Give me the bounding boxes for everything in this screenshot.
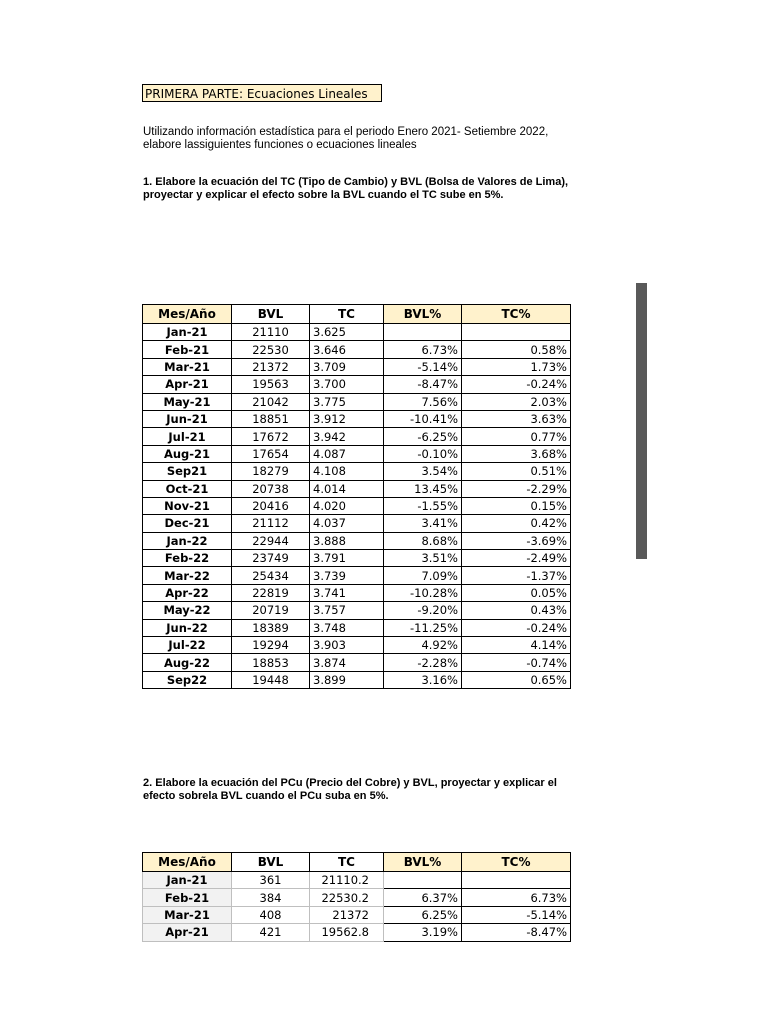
cell-tc: 21110.2: [310, 872, 384, 889]
cell-bvl-pct: 8.68%: [384, 532, 462, 549]
cell-tc-pct: 0.42%: [462, 515, 571, 532]
cell-month: Aug-21: [143, 445, 232, 462]
cell-bvl: 19294: [232, 637, 310, 654]
cell-tc: 3.775: [310, 393, 384, 410]
cell-bvl: 18853: [232, 654, 310, 671]
cell-tc: 4.108: [310, 463, 384, 480]
table-row: [143, 393, 571, 410]
cell-tc-pct: -8.47%: [462, 924, 571, 941]
cell-bvl-pct: -6.25%: [384, 428, 462, 445]
cell-bvl-pct: [384, 324, 462, 341]
cell-tc-pct: -0.24%: [462, 376, 571, 393]
cell-bvl-pct: -2.28%: [384, 654, 462, 671]
cell-tc-pct: -0.74%: [462, 654, 571, 671]
table-row: [143, 924, 571, 941]
table-row: [143, 654, 571, 671]
cell-month: Feb-21: [143, 341, 232, 358]
cell-tc: 3.903: [310, 637, 384, 654]
cell-bvl-pct: -1.55%: [384, 497, 462, 514]
table-row: [143, 515, 571, 532]
header-tc-pct: TC%: [462, 305, 571, 324]
cell-month: Dec-21: [143, 515, 232, 532]
cell-bvl: 21112: [232, 515, 310, 532]
cell-tc: 3.748: [310, 619, 384, 636]
cell-tc: 4.037: [310, 515, 384, 532]
cell-tc-pct: 0.05%: [462, 584, 571, 601]
cell-tc: 3.942: [310, 428, 384, 445]
cell-bvl: 421: [232, 924, 310, 941]
cell-tc-pct: -3.69%: [462, 532, 571, 549]
table-row: [143, 445, 571, 462]
cell-bvl: 22530: [232, 341, 310, 358]
question-1: 1. Elabore la ecuación del TC (Tipo de Cambio) y BVL (Bolsa de Valores de Lima), proyectar y explicar el efecto sobre la BVL cuando el TC sube en 5%.: [143, 176, 569, 201]
question-2: 2. Elabore la ecuación del PCu (Precio del Cobre) y BVL, proyectar y explicar el efecto sobrela BVL cuando el PCu suba en 5%.: [143, 777, 557, 802]
cell-bvl: 20416: [232, 497, 310, 514]
cell-bvl-pct: -9.20%: [384, 602, 462, 619]
table-row: [143, 567, 571, 584]
cell-bvl: 22819: [232, 584, 310, 601]
cell-tc-pct: -2.49%: [462, 550, 571, 567]
cell-month: Sep22: [143, 671, 232, 688]
cell-month: May-22: [143, 602, 232, 619]
cell-tc: 3.625: [310, 324, 384, 341]
cell-tc-pct: 2.03%: [462, 393, 571, 410]
cell-tc: 3.888: [310, 532, 384, 549]
table-row: [143, 463, 571, 480]
cell-bvl: 17654: [232, 445, 310, 462]
table-header-row: [143, 305, 571, 324]
table-row: [143, 376, 571, 393]
cell-bvl-pct: 6.37%: [384, 889, 462, 906]
cell-month: Aug-22: [143, 654, 232, 671]
cell-tc-pct: 0.58%: [462, 341, 571, 358]
cell-bvl-pct: 3.16%: [384, 671, 462, 688]
cell-bvl: 20738: [232, 480, 310, 497]
cell-month: Jan-21: [143, 324, 232, 341]
scrollbar[interactable]: [636, 283, 647, 559]
cell-bvl: 18851: [232, 410, 310, 427]
cell-bvl: 21372: [232, 358, 310, 375]
cell-bvl-pct: 7.09%: [384, 567, 462, 584]
table-row: [143, 428, 571, 445]
cell-bvl: 25434: [232, 567, 310, 584]
table-row: [143, 480, 571, 497]
cell-month: Jul-21: [143, 428, 232, 445]
cell-month: Feb-22: [143, 550, 232, 567]
table-row: [143, 872, 571, 889]
exchange-rate-table: [142, 304, 571, 689]
cell-tc-pct: -5.14%: [462, 906, 571, 923]
cell-bvl-pct: -11.25%: [384, 619, 462, 636]
cell-tc: 3.912: [310, 410, 384, 427]
cell-tc-pct: [462, 324, 571, 341]
header-tc: TC: [310, 853, 384, 872]
cell-month: Apr-21: [143, 924, 232, 941]
cell-tc-pct: 4.14%: [462, 637, 571, 654]
cell-tc: 3.709: [310, 358, 384, 375]
cell-month: Mar-22: [143, 567, 232, 584]
cell-tc-pct: 3.63%: [462, 410, 571, 427]
cell-tc: 21372: [310, 906, 384, 923]
cell-month: Jul-22: [143, 637, 232, 654]
cell-bvl-pct: 4.92%: [384, 637, 462, 654]
cell-tc: 3.741: [310, 584, 384, 601]
header-bvl: BVL: [232, 853, 310, 872]
cell-bvl: 18279: [232, 463, 310, 480]
cell-bvl: 361: [232, 872, 310, 889]
cell-month: Sep21: [143, 463, 232, 480]
cell-tc: 3.791: [310, 550, 384, 567]
table-row: [143, 889, 571, 906]
cell-bvl: 21042: [232, 393, 310, 410]
cell-bvl-pct: -0.10%: [384, 445, 462, 462]
table-row: [143, 341, 571, 358]
cell-tc-pct: -1.37%: [462, 567, 571, 584]
cell-tc-pct: 0.43%: [462, 602, 571, 619]
cell-bvl-pct: 6.73%: [384, 341, 462, 358]
cell-bvl: 21110: [232, 324, 310, 341]
cell-month: Nov-21: [143, 497, 232, 514]
table-row: [143, 671, 571, 688]
cell-bvl: 19448: [232, 671, 310, 688]
cell-tc-pct: 0.15%: [462, 497, 571, 514]
table-row: [143, 532, 571, 549]
header-month: Mes/Año: [143, 305, 232, 324]
cell-tc: 3.700: [310, 376, 384, 393]
table-header-row: [143, 853, 571, 872]
header-bvl-pct: BVL%: [384, 853, 462, 872]
cell-month: Mar-21: [143, 358, 232, 375]
cell-tc: 4.014: [310, 480, 384, 497]
cell-bvl: 20719: [232, 602, 310, 619]
table-row: [143, 637, 571, 654]
cell-month: Mar-21: [143, 906, 232, 923]
cell-tc-pct: -0.24%: [462, 619, 571, 636]
cell-bvl-pct: 3.54%: [384, 463, 462, 480]
table-row: [143, 324, 571, 341]
table-row: [143, 550, 571, 567]
cell-month: Jan-21: [143, 872, 232, 889]
cell-tc-pct: 0.65%: [462, 671, 571, 688]
header-bvl: BVL: [232, 305, 310, 324]
cell-bvl-pct: 7.56%: [384, 393, 462, 410]
copper-price-table: [142, 852, 571, 942]
header-tc-pct: TC%: [462, 853, 571, 872]
table-row: [143, 497, 571, 514]
cell-bvl-pct: -10.28%: [384, 584, 462, 601]
cell-tc: 4.020: [310, 497, 384, 514]
cell-month: Oct-21: [143, 480, 232, 497]
table-row: [143, 602, 571, 619]
intro-text: [143, 126, 583, 152]
cell-bvl: 384: [232, 889, 310, 906]
cell-month: Feb-21: [143, 889, 232, 906]
cell-tc: 3.739: [310, 567, 384, 584]
table-row: [143, 906, 571, 923]
cell-bvl-pct: 13.45%: [384, 480, 462, 497]
cell-bvl: 19563: [232, 376, 310, 393]
cell-tc: 3.646: [310, 341, 384, 358]
cell-tc: 3.757: [310, 602, 384, 619]
cell-bvl: 23749: [232, 550, 310, 567]
cell-tc: 19562.8: [310, 924, 384, 941]
cell-month: Apr-21: [143, 376, 232, 393]
cell-tc: 22530.2: [310, 889, 384, 906]
cell-bvl-pct: 6.25%: [384, 906, 462, 923]
header-month: Mes/Año: [143, 853, 232, 872]
cell-bvl: 18389: [232, 619, 310, 636]
cell-month: Jun-21: [143, 410, 232, 427]
cell-bvl: 17672: [232, 428, 310, 445]
cell-bvl-pct: -10.41%: [384, 410, 462, 427]
section-title: PRIMERA PARTE: Ecuaciones Lineales: [142, 84, 382, 102]
intro-line-1: Utilizando información estadística para el periodo Enero 2021- Setiembre 2022,: [143, 126, 549, 138]
cell-tc-pct: 6.73%: [462, 889, 571, 906]
cell-month: Apr-22: [143, 584, 232, 601]
cell-tc: 3.899: [310, 671, 384, 688]
table-row: [143, 584, 571, 601]
intro-line-2: elabore lassiguientes funciones o ecuaciones lineales: [143, 139, 417, 151]
table-row: [143, 358, 571, 375]
cell-tc-pct: 3.68%: [462, 445, 571, 462]
header-bvl-pct: BVL%: [384, 305, 462, 324]
cell-tc: 3.874: [310, 654, 384, 671]
table-row: [143, 410, 571, 427]
header-tc: TC: [310, 305, 384, 324]
cell-bvl-pct: [384, 872, 462, 889]
table-row: [143, 619, 571, 636]
cell-bvl-pct: -8.47%: [384, 376, 462, 393]
cell-month: Jan-22: [143, 532, 232, 549]
cell-bvl-pct: 3.51%: [384, 550, 462, 567]
cell-bvl-pct: 3.41%: [384, 515, 462, 532]
cell-bvl-pct: -5.14%: [384, 358, 462, 375]
cell-tc-pct: 1.73%: [462, 358, 571, 375]
cell-month: Jun-22: [143, 619, 232, 636]
cell-bvl-pct: 3.19%: [384, 924, 462, 941]
cell-bvl: 408: [232, 906, 310, 923]
cell-tc: 4.087: [310, 445, 384, 462]
cell-tc-pct: 0.77%: [462, 428, 571, 445]
cell-tc-pct: [462, 872, 571, 889]
cell-bvl: 22944: [232, 532, 310, 549]
cell-tc-pct: -2.29%: [462, 480, 571, 497]
cell-tc-pct: 0.51%: [462, 463, 571, 480]
cell-month: May-21: [143, 393, 232, 410]
